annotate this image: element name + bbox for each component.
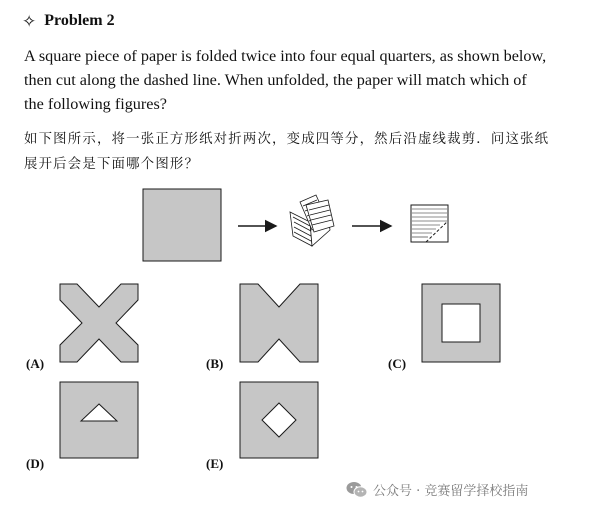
wechat-logo-icon	[346, 481, 368, 499]
problem-text-en-line: the following figures?	[24, 95, 167, 113]
watermark	[346, 480, 528, 499]
watermark-text: 公众号 · 竞赛留学择校指南	[373, 484, 529, 499]
option-e-label: (E)	[206, 456, 224, 471]
option-b-label: (B)	[206, 356, 224, 371]
problem-text-zh-line: 展开后会是下面哪个图形？	[24, 157, 200, 172]
four-pointed-star-icon: ✧	[22, 11, 37, 31]
folded-quarter-with-cut-line	[411, 205, 448, 242]
problem-text-zh-line: 如下图所示，将一张正方形纸对折两次，变成四等分，然后沿虚线裁剪．问这张纸	[24, 132, 550, 147]
square-paper	[143, 189, 221, 261]
option-a-figure	[60, 284, 138, 362]
option-b-figure	[240, 284, 318, 362]
problem-title: Problem 2	[44, 12, 115, 29]
option-d-label: (D)	[26, 456, 45, 471]
option-c-figure	[422, 284, 500, 362]
problem-text-en-line: A square piece of paper is folded twice into four equal quarters, as shown below,	[24, 47, 547, 65]
option-a-label: (A)	[26, 356, 45, 371]
problem-text-en-line: then cut along the dashed line. When unfolded, the paper will match which of	[24, 71, 527, 89]
folded-paper	[290, 195, 334, 246]
option-c-label: (C)	[388, 356, 407, 371]
